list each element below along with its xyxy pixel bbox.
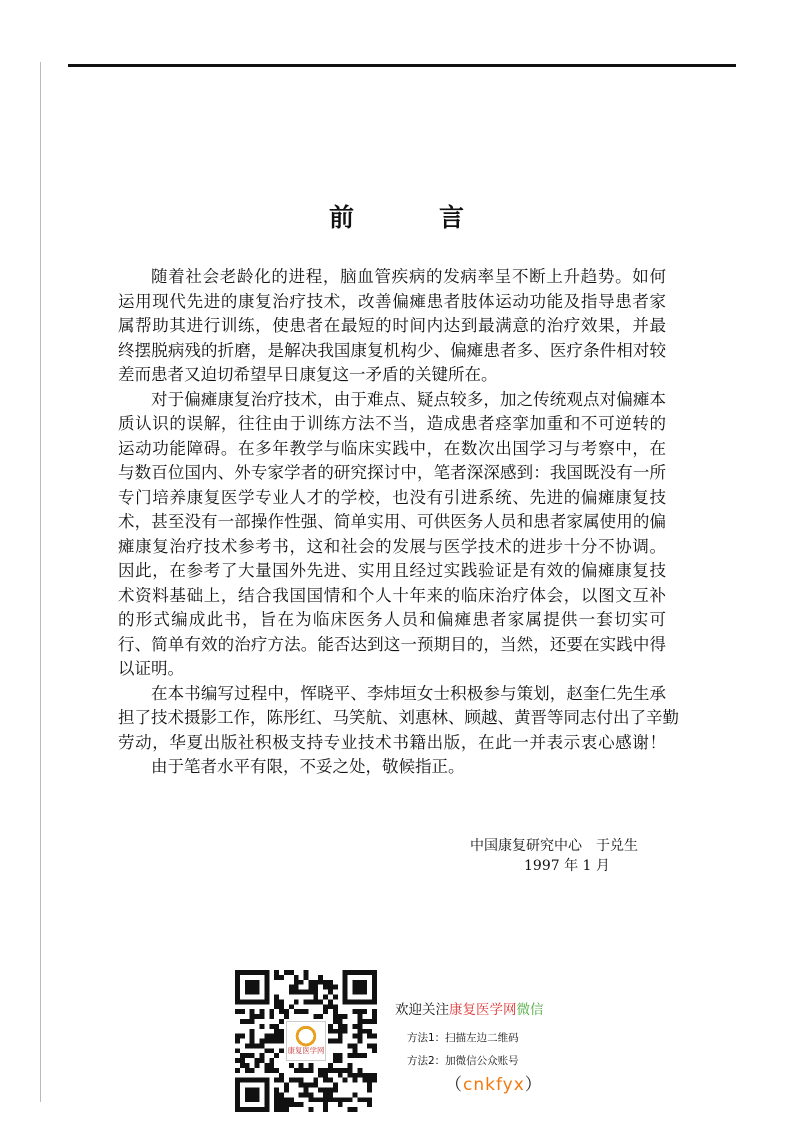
text-line: 终摆脱病残的折磨，是解决我国康复机构少、偏瘫患者多、医疗条件相对较: [118, 340, 666, 360]
text-line: 由于笔者水平有限，不妥之处，敬候指正。: [151, 757, 465, 776]
text-line: 劳动，华夏出版社积极支持专业技术书籍出版，在此一并表示衷心感谢！: [118, 732, 666, 752]
promo-wechat: 微信: [516, 1002, 544, 1018]
qr-code: [235, 970, 377, 1112]
text-line: 瘫康复治疗技术参考书，这和社会的发展与医学技术的进步十分不协调。: [118, 536, 666, 556]
promo-method-1: 方法1：扫描左边二维码: [407, 1032, 519, 1044]
text-line: 行、简单有效的治疗方法。能否达到这一预期目的，当然，还要在实践中得: [118, 634, 666, 654]
promo-account-id: cnkfyx: [463, 1075, 525, 1095]
text-line: 对于偏瘫康复治疗技术，由于难点、疑点较多，加之传统观点对偏瘫本: [151, 389, 666, 409]
text-line: 术资料基础上，结合我国国情和个人十年来的临床治疗体会，以图文互补: [118, 585, 666, 605]
text-line: 与数百位国内、外专家学者的研究探讨中，笔者深深感到：我国既没有一所: [118, 463, 666, 482]
text-line: 因此，在参考了大量国外先进、实用且经过实践验证是有效的偏瘫康复技: [118, 561, 666, 580]
page-title: 前 言: [328, 203, 494, 232]
text-line: 在本书编写过程中，恽晓平、李炜垣女士积极参与策划，赵奎仁先生承: [151, 683, 666, 703]
promo-account: [445, 1070, 544, 1095]
paren-close: ）: [524, 1075, 543, 1095]
text-line: 随着社会老龄化的进程，脑血管疾病的发病率呈不断上升趋势。如何: [151, 267, 666, 286]
text-line: 质认识的误解，往往由于训练方法不当，造成患者痉挛加重和不可逆转的: [118, 414, 666, 433]
text-line: 运用现代先进的康复治疗技术，改善偏瘫患者肢体运动功能及指导患者家: [118, 291, 666, 311]
text-line: 的形式编成此书，旨在为临床医务人员和偏瘫患者家属提供一套切实可: [118, 610, 666, 629]
signature-org-author: 中国康复研究中心 于兑生: [470, 838, 638, 854]
text-line: 运动功能障碍。在多年教学与临床实践中，在数次出国学习与考察中，在: [118, 438, 666, 458]
paren-open: （: [445, 1075, 463, 1095]
text-line: 术，甚至没有一部操作性强、简单实用、可供医务人员和患者家属使用的偏: [118, 512, 666, 531]
wechat-promo: [395, 998, 544, 1095]
text-line: 属帮助其进行训练，使患者在最短的时间内达到最满意的治疗效果，并最: [118, 316, 666, 335]
qr-logo-text: 康复医学网: [287, 1046, 325, 1056]
signature: [470, 836, 638, 876]
text-line: 以证明。: [118, 659, 184, 678]
promo-welcome: 欢迎关注: [395, 1002, 449, 1018]
header-rule: [68, 64, 736, 67]
text-line: 专门培养康复医学专业人才的学校，也没有引进系统、先进的偏瘫康复技: [118, 487, 666, 507]
signature-date: 1997 年 1 月: [524, 858, 610, 874]
preface-body: [118, 265, 679, 780]
promo-method-2: 方法2：加微信公众账号: [407, 1055, 519, 1067]
text-line: 差而患者又迫切希望早日康复这一矛盾的关键所在。: [118, 365, 498, 384]
promo-site: 康复医学网: [449, 1002, 517, 1018]
text-line: 担了技术摄影工作，陈彤红、马笑航、刘惠林、顾越、黄晋等同志付出了辛勤: [118, 708, 679, 727]
